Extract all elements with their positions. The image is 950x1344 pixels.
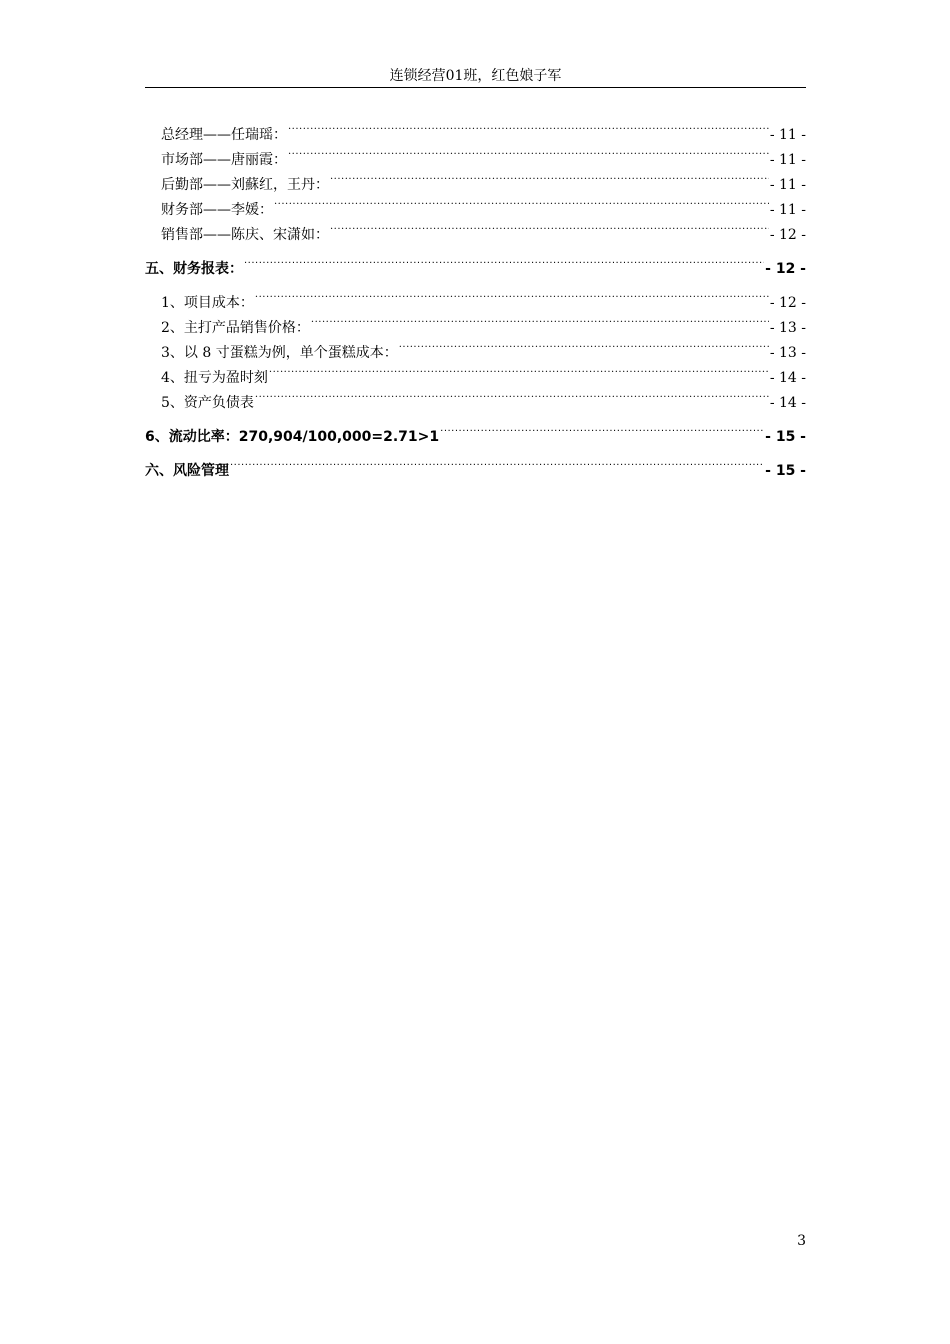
toc-entry-title: 六、风险管理 (145, 463, 229, 479)
header-rule (145, 87, 806, 88)
toc-entry-title: 总经理——任瑞瑶： (161, 127, 287, 143)
toc-section-entry[interactable] (145, 450, 806, 479)
toc-dot-leader (330, 164, 769, 189)
toc-entry-page: - 11 - (769, 177, 806, 193)
toc-dot-leader (440, 416, 764, 441)
table-of-contents (145, 114, 806, 484)
toc-entry-title: 2、主打产品销售价格： (161, 320, 310, 336)
toc-entry-title: 6、流动比率：270,904/100,000=2.71>1 (145, 429, 440, 445)
toc-entry-title: 销售部——陈庆、宋潇如： (161, 227, 329, 243)
toc-entry-page: - 11 - (769, 127, 806, 143)
toc-entry-title: 3、以 8 寸蛋糕为例，单个蛋糕成本： (161, 345, 398, 361)
toc-entry-page: - 12 - (769, 295, 806, 311)
toc-dot-leader (255, 282, 769, 307)
toc-section-entry[interactable] (145, 248, 806, 277)
toc-dot-leader (399, 332, 769, 357)
toc-entry-page: - 13 - (769, 345, 806, 361)
toc-dot-leader (269, 357, 769, 382)
toc-entry-title: 市场部——唐丽霞： (161, 152, 287, 168)
toc-entry-page: - 14 - (769, 370, 806, 386)
page-number: 3 (797, 1233, 806, 1249)
toc-entry-title: 财务部——李媛： (161, 202, 273, 218)
toc-entry-page: - 15 - (765, 463, 806, 479)
toc-dot-leader (230, 450, 764, 475)
toc-entry-page: - 11 - (769, 202, 806, 218)
toc-entry-title: 1、项目成本： (161, 295, 254, 311)
toc-entry-page: - 13 - (769, 320, 806, 336)
toc-dot-leader (274, 189, 769, 214)
toc-entry-page: - 12 - (765, 261, 806, 277)
toc-dot-leader (288, 139, 769, 164)
page-header: 连锁经营01班，红色娘子军 (389, 68, 562, 84)
toc-entry-title: 五、财务报表： (145, 261, 243, 277)
toc-entry-title: 5、资产负债表 (161, 395, 254, 411)
toc-dot-leader (311, 307, 769, 332)
toc-entry-page: - 15 - (765, 429, 806, 445)
toc-entry-title: 后勤部——刘蘇红，王丹： (161, 177, 329, 193)
toc-entry-page: - 14 - (769, 395, 806, 411)
toc-dot-leader (330, 214, 769, 239)
toc-entry-page: - 12 - (769, 227, 806, 243)
toc-dot-leader (288, 114, 769, 139)
toc-entry[interactable] (145, 282, 806, 311)
toc-section-entry[interactable] (145, 416, 806, 445)
toc-entry-title: 4、扭亏为盈时刻 (161, 370, 268, 386)
toc-dot-leader (244, 248, 764, 273)
toc-entry[interactable] (145, 114, 806, 143)
toc-entry-page: - 11 - (769, 152, 806, 168)
toc-dot-leader (255, 382, 769, 407)
